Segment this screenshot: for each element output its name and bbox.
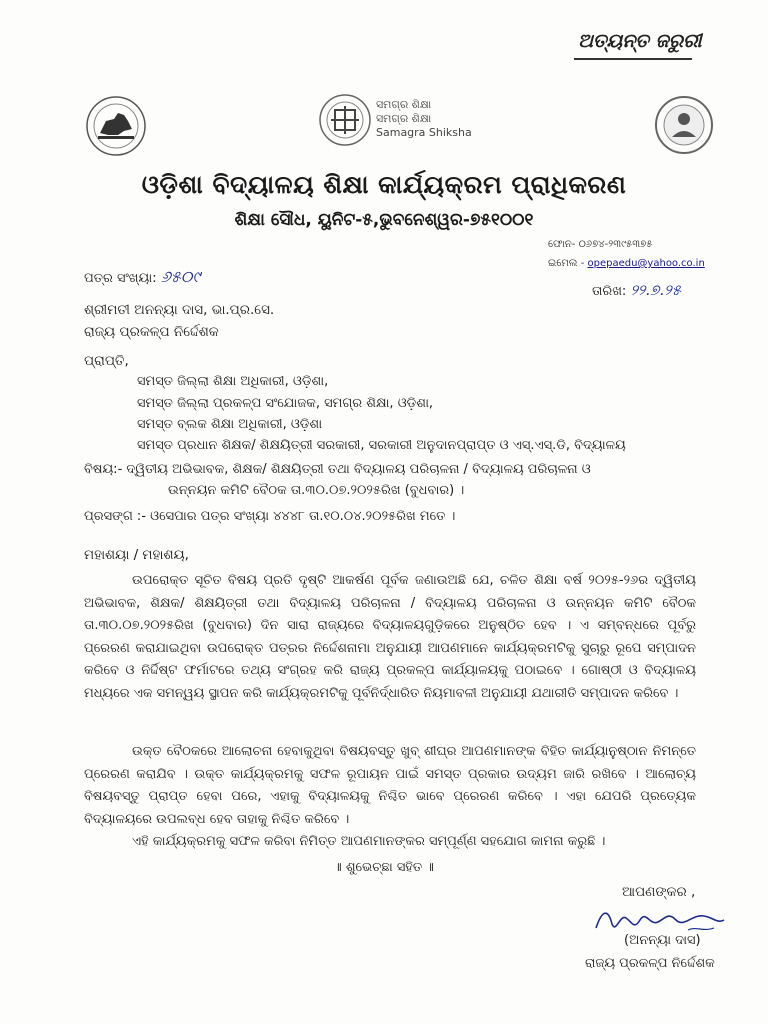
date-value: ୨୨.୭.୨୫ <box>630 281 681 299</box>
sender-name: ଶ୍ରୀମତୀ ଅନନ୍ୟା ଦାସ, ଭା.ପ୍ର.ସେ. <box>84 302 275 318</box>
body-paragraph-3 <box>84 831 696 854</box>
recipient-item: ସମସ୍ତ ଜିଲ୍ଲା ପ୍ରକଳ୍ପ ସଂଯୋଜକ, ସମଗ୍ର ଶିକ୍ଷା, ଓଡ଼ିଶା, <box>137 396 434 411</box>
body-paragraph-2 <box>84 741 696 831</box>
paragraph-text: ଏହି କାର୍ଯ୍ୟକ୍ରମକୁ ସଫଳ କରିବା ନିମିତ୍ତ ଆପଣମାନଙ୍କର ସମ୍ପୂର୍ଣ୍ଣ ସହଯୋଗ କାମନା କରୁଛି । <box>132 834 606 849</box>
letter-number <box>84 267 200 287</box>
yours-line: ଆପଣଙ୍କର , <box>622 884 696 900</box>
urgent-underline <box>574 58 692 60</box>
reference: ପ୍ରସଙ୍ଗ :- ଓସେପାର ପତ୍ର ସଂଖ୍ୟା ୪୪୪୮ ତା.୧୦.୦୪.୨୦୨୫ରିଖ ମତେ । <box>84 509 456 524</box>
urgent-label: ଅତ୍ୟନ୍ତ ଜରୁରୀ <box>578 30 702 52</box>
salutation: ମହାଶୟା / ମହାଶୟ, <box>84 547 189 563</box>
organization-title: ଓଡ଼ିଶା ବିଦ୍ୟାଳୟ ଶିକ୍ଷା କାର୍ଯ୍ୟକ୍ରମ ପ୍ରାଧିକରଣ <box>141 170 627 199</box>
email-line <box>548 258 705 269</box>
subject <box>84 459 724 501</box>
subject-line-1: ବିଷୟ:- ଦ୍ୱିତୀୟ ଅଭିଭାବକ, ଶିକ୍ଷକ/ ଶିକ୍ଷୟିତ୍ରୀ ତଥା ବିଦ୍ୟାଳୟ ପରିଚାଳନା / ବିଦ୍ୟାଳୟ ପରିଚାଳନା ଓ <box>84 462 591 477</box>
samagra-shiksha-logo <box>318 93 372 147</box>
samagra-shiksha-text <box>376 98 472 140</box>
letter-number-value: ୬୫୦୯ <box>160 267 201 286</box>
samagra-shiksha-odia: ସମଗ୍ର ଶିକ୍ଷା <box>376 98 432 111</box>
signature-name: (ଅନନ୍ୟା ଦାସ) <box>624 933 701 948</box>
letter-number-label: ପତ୍ର ସଂଖ୍ୟା: <box>84 271 157 286</box>
body-paragraph-1 <box>84 570 696 706</box>
letter-date <box>592 281 681 299</box>
regards-line: ॥ ଶୁଭେଚ୍ଛା ସହିତ ॥ <box>334 860 434 875</box>
organization-address: ଶିକ୍ଷା ସୌଧ, ୟୁନିଟ-୫,ଭୁବନେଶ୍ୱର-୭୫୧୦୦୧ <box>234 210 534 230</box>
date-label: ତାରିଖ: <box>592 284 627 299</box>
recipient-item: ସମସ୍ତ ବ୍ଲକ ଶିକ୍ଷା ଅଧିକାରୀ, ଓଡ଼ିଶା <box>137 417 323 432</box>
signature-designation: ରାଜ୍ୟ ପ୍ରକଳ୍ପ ନିର୍ଦ୍ଦେଶକ <box>585 956 715 971</box>
recipient-item: ସମସ୍ତ ଜିଲ୍ଲା ଶିକ୍ଷା ଅଧିକାରୀ, ଓଡ଼ିଶା, <box>137 374 329 389</box>
email-label: ଇମେଲ - <box>548 258 585 269</box>
opepa-logo <box>654 95 714 155</box>
samagra-shiksha-english: Samagra Shiksha <box>376 126 472 139</box>
samagra-shiksha-odia-2: ସମଗ୍ର ଶିକ୍ଷା <box>376 112 432 125</box>
paragraph-text: ଉପରୋକ୍ତ ସୂଚିତ ବିଷୟ ପ୍ରତି ଦୃଷ୍ଟି ଆକର୍ଷଣ ପୂର୍ବକ ଜଣାଉଅଛି ଯେ, ଚଳିତ ଶିକ୍ଷା ବର୍ଷ ୨୦୨୫-୨୬ର ଦ୍ୱିତୀୟ ଅଭିଭାବକ, ଶିକ୍ଷକ/ ଶିକ୍ଷୟିତ୍ରୀ ତଥା ବିଦ୍ୟାଳୟ ପରିଚାଳନା / ବିଦ୍ୟାଳୟ ପରିଚାଳନା ଓ ଉନ୍ନୟନ କମିଟି ବୈଠକ ତା.୩୦.୦୭.୨୦୨୫ରିଖ (ବୁଧବାର) ଦିନ ସାରା ରାଜ୍ୟରେ ବିଦ୍ୟାଳୟଗୁଡ଼ିକରେ ଅନୁଷ୍ଠିତ ହେବ । ଏ ସମ୍ବନ୍ଧରେ ପୂର୍ବରୁ ପ୍ରେରଣ କରାଯାଇଥିବା ଉପରୋକ୍ତ ପତ୍ରର ନିର୍ଦ୍ଦେଶନାମା ଅନୁଯାୟୀ ଆପଣମାନେ କାର୍ଯ୍ୟକ୍ରମଟିକୁ ସୁଚାରୁ ରୂପେ ସମ୍ପାଦନ କରିବେ ଓ ନିର୍ଦ୍ଦିଷ୍ଟ ଫର୍ମାଟରେ ତଥ୍ୟ ସଂଗ୍ରହ କରି ରାଜ୍ୟ ପ୍ରକଳ୍ପ କାର୍ଯ୍ୟାଳୟକୁ ପଠାଇବେ । ଗୋଷ୍ଠୀ ଓ ବିଦ୍ୟାଳୟ ମଧ୍ୟରେ ଏକ ସମନ୍ୱୟ ସ୍ଥାପନ କରି କାର୍ଯ୍ୟକ୍ରମଟିକୁ ପୂର୍ବନିର୍ଦ୍ଧାରିତ ନିୟମାବଳୀ ଅନୁଯାୟୀ ଯଥାରୀତି ସମ୍ପାଦନ କରିବେ । <box>84 573 696 701</box>
paragraph-text: ଉକ୍ତ ବୈଠକରେ ଆଲୋଚନା ହେବାକୁଥିବା ବିଷୟବସ୍ତୁ ଖୁବ୍ ଶୀଘ୍ର ଆପଣମାନଙ୍କ ବିହିତ କାର୍ଯ୍ୟାନୁଷ୍ଠାନ ନିମନ୍ତେ ପ୍ରେରଣ କରାଯିବ । ଉକ୍ତ କାର୍ଯ୍ୟକ୍ରମକୁ ସଫଳ ରୂପାୟନ ପାଇଁ ସମସ୍ତ ପ୍ରକାର ଉଦ୍ୟମ ଜାରି ରଖିବେ । ଆଲୋଚ୍ୟ ବିଷୟବସ୍ତୁ ପ୍ରାପ୍ତ ହେବା ପରେ, ଏହାକୁ ବିଦ୍ୟାଳୟକୁ ନିଶ୍ଚିତ ଭାବେ ପ୍ରେରଣ କରିବେ । ଏହା ଯେପରି ପ୍ରତ୍ୟେକ ବିଦ୍ୟାଳୟରେ ଉପଲବ୍ଧ ହେବ ତାହାକୁ ନିଶ୍ଚିତ କରିବେ । <box>84 744 696 827</box>
odisha-emblem-logo <box>84 95 148 157</box>
sender-designation: ରାଜ୍ୟ ପ୍ରକଳ୍ପ ନିର୍ଦ୍ଦେଶକ <box>84 324 219 340</box>
phone-line: ଫୋନ- ୦୬୭୪-୨୩୯୫୩୭୫ <box>548 239 653 250</box>
email-link[interactable]: opepaedu@yahoo.co.in <box>587 258 705 269</box>
subject-line-2: ଉନ୍ନୟନ କମିଟି ବୈଠକ ତା.୩୦.୦୭.୨୦୨୫ରିଖ (ବୁଧବାର) । <box>168 483 465 498</box>
recipient-item: ସମସ୍ତ ପ୍ରଧାନ ଶିକ୍ଷକ/ ଶିକ୍ଷୟିତ୍ରୀ ସରକାରୀ, ସରକାରୀ ଅନୁଦାନପ୍ରାପ୍ତ ଓ ଏସ୍.ଏସ୍.ଡି, ବିଦ୍ୟାଳୟ <box>137 438 626 453</box>
to-label: ପ୍ରାପ୍ତି, <box>84 353 129 369</box>
